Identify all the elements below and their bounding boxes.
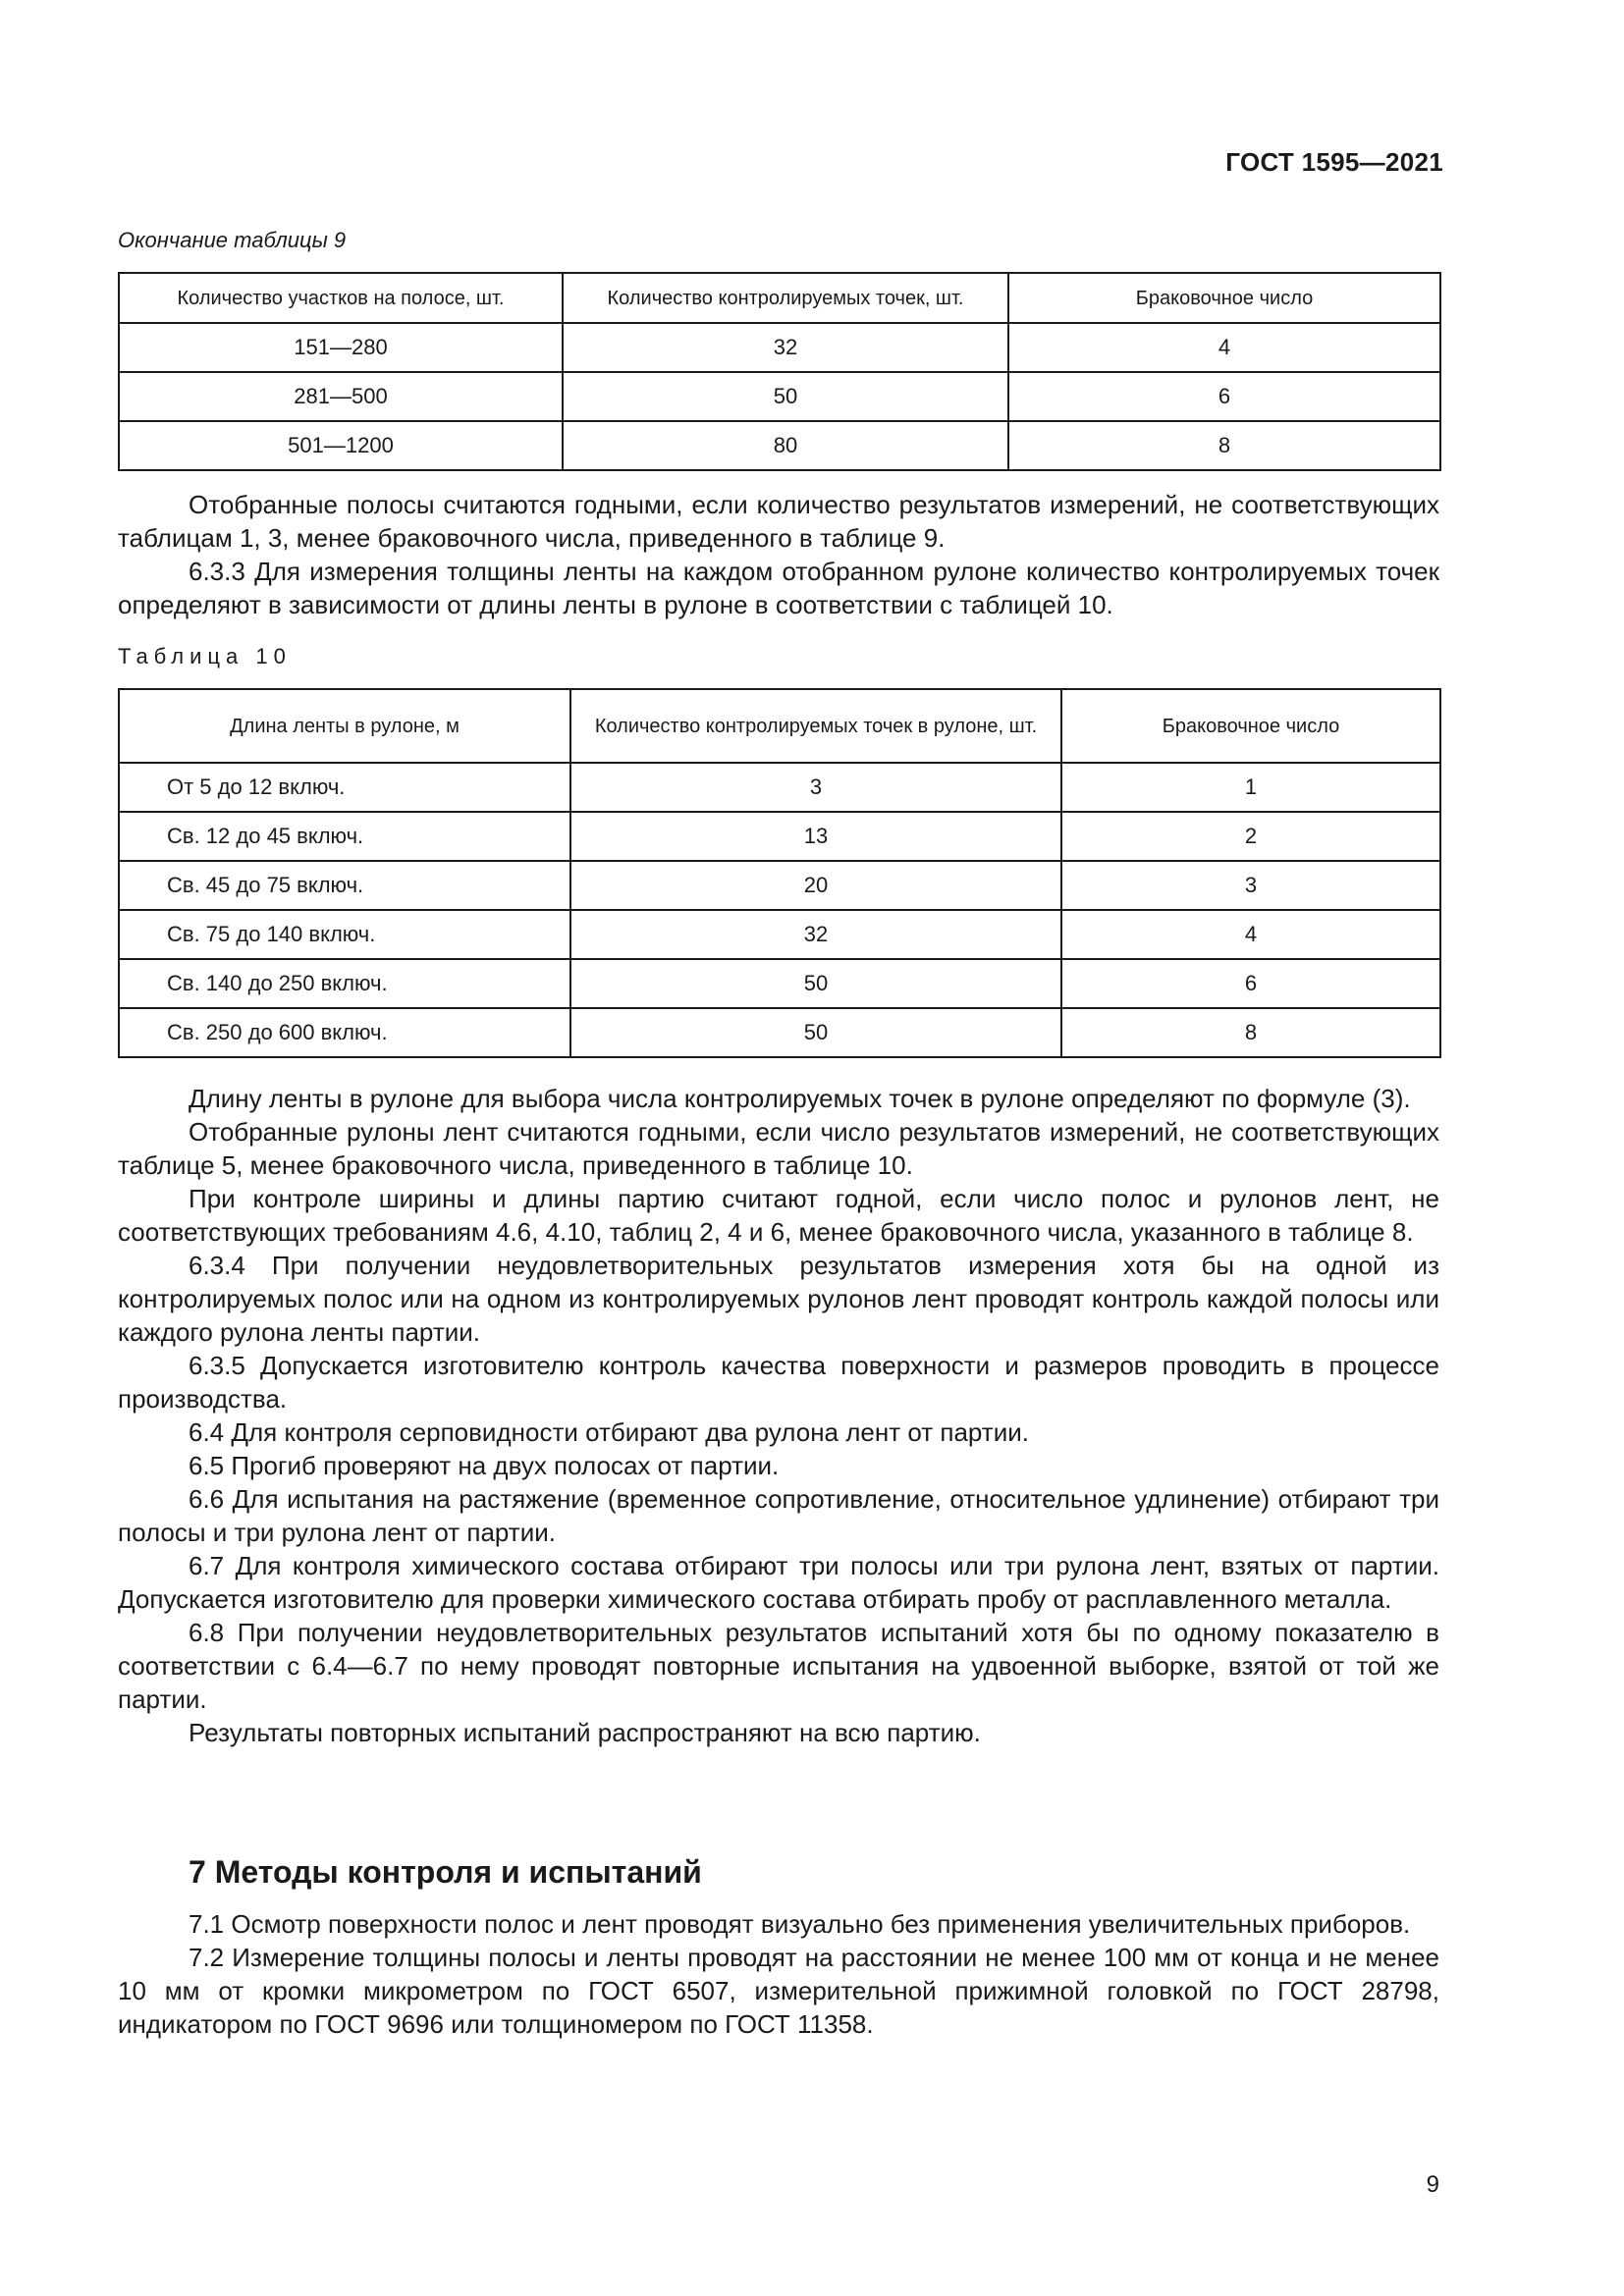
paragraph-6-7: 6.7 Для контроля химического состава отбирают три полосы или три рулона лент, взятых от партии. Допускается изготовителю для проверки химического состава отбирать пробу от расплавленного металла. (118, 1551, 1439, 1614)
table-header-row (119, 273, 1440, 323)
table-cell: 3 (570, 763, 1061, 812)
table10-header-reject: Браковочное число (1061, 689, 1440, 763)
table-cell: 4 (1061, 910, 1440, 959)
paragraph-6-8: 6.8 При получении неудовлетворительных результатов испытаний хотя бы по одному показателю в соответствии с 6.4—6.7 по нему проводят повторные испытания на удвоенной выборке, взятой от той же партии. (118, 1618, 1439, 1714)
table-cell: 80 (563, 421, 1008, 470)
table-cell: 20 (570, 861, 1061, 910)
paragraph-6-3-5: 6.3.5 Допускается изготовителю контроль качества поверхности и размеров проводить в процессе производства. (118, 1351, 1439, 1414)
table-cell: 501—1200 (119, 421, 563, 470)
table9-header-points: Количество контролируемых точек, шт. (563, 273, 1008, 323)
table-cell: 2 (1061, 812, 1440, 861)
table-cell: 3 (1061, 861, 1440, 910)
paragraph-6-3-4: 6.3.4 При получении неудовлетворительных результатов измерения хотя бы на одной из контролируемых полос или на одном из контролируемых рулонов лент проводят контроль каждой полосы или каждого рулона ленты партии. (118, 1251, 1439, 1347)
table10-header-length: Длина ленты в рулоне, м (119, 689, 570, 763)
table9-header-reject: Браковочное число (1008, 273, 1440, 323)
section-7-title: 7 Методы контроля и испытаний (189, 1854, 702, 1890)
paragraph-6-3-3: 6.3.3 Для измерения толщины ленты на каждом отобранном рулоне количество контролируемых точек определяют в зависимости от длины ленты в рулоне в соответствии с таблицей 10. (118, 557, 1439, 619)
table-cell: Св. 75 до 140 включ. (119, 910, 570, 959)
table-header-row (119, 689, 1440, 763)
page-number: 9 (1426, 2171, 1439, 2198)
table-row (119, 812, 1440, 861)
table-cell: 32 (563, 323, 1008, 372)
document-code: ГОСТ 1595—2021 (1225, 147, 1443, 177)
table-cell: 8 (1061, 1008, 1440, 1057)
table-cell: 32 (570, 910, 1061, 959)
paragraph-7-1: 7.1 Осмотр поверхности полос и лент проводят визуально без применения увеличительных приборов. (189, 1909, 1411, 1939)
table-cell: 50 (570, 959, 1061, 1008)
table-cell: 8 (1008, 421, 1440, 470)
paragraph-6-5: 6.5 Прогиб проверяют на двух полосах от партии. (189, 1451, 780, 1480)
table-cell: От 5 до 12 включ. (119, 763, 570, 812)
table10-caption: Таблица 10 (118, 644, 292, 668)
paragraph-6-6: 6.6 Для испытания на растяжение (временное сопротивление, относительное удлинение) отбирают три полосы и три рулона лент от партии. (118, 1484, 1439, 1547)
table-cell: 4 (1008, 323, 1440, 372)
text-block-after-table10 (118, 1082, 1439, 1749)
paragraph-6-4: 6.4 Для контроля серповидности отбирают два рулона лент от партии. (189, 1417, 1029, 1447)
text-block-section7 (118, 1907, 1439, 2041)
paragraph: Отобранные полосы считаются годными, если количество результатов измерений, не соответствующих таблицам 1, 3, менее браковочного числа, приведенного в таблице 9. (118, 490, 1439, 553)
table-cell: 50 (570, 1008, 1061, 1057)
paragraph: Результаты повторных испытаний распространяют на всю партию. (189, 1718, 981, 1747)
table-row (119, 959, 1440, 1008)
table-cell: 1 (1061, 763, 1440, 812)
table-row (119, 323, 1440, 372)
paragraph: При контроле ширины и длины партию считают годной, если число полос и рулонов лент, не соответствующих требованиям 4.6, 4.10, таблиц 2, 4 и 6, менее браковочного числа, указанного в таблице 8. (118, 1184, 1439, 1247)
paragraph: Отобранные рулоны лент считаются годными, если число результатов измерений, не соответствующих таблице 5, менее браковочного числа, приведенного в таблице 10. (118, 1117, 1439, 1180)
table-row (119, 372, 1440, 421)
table10-header-points: Количество контролируемых точек в рулоне, шт. (570, 689, 1061, 763)
table-cell: Св. 140 до 250 включ. (119, 959, 570, 1008)
table-cell: 13 (570, 812, 1061, 861)
table-row (119, 1008, 1440, 1057)
table-cell: 6 (1061, 959, 1440, 1008)
table9-header-sections: Количество участков на полосе, шт. (119, 273, 563, 323)
table-cell: 151—280 (119, 323, 563, 372)
table-row (119, 910, 1440, 959)
table-cell: Св. 12 до 45 включ. (119, 812, 570, 861)
table-cell: Св. 250 до 600 включ. (119, 1008, 570, 1057)
paragraph-7-2: 7.2 Измерение толщины полосы и ленты проводят на расстоянии не менее 100 мм от конца и не менее 10 мм от кромки микрометром по ГОСТ 6507, измерительной прижимной головкой по ГОСТ 28798, индикатором по ГОСТ 9696 или толщиномером по ГОСТ 11358. (118, 1943, 1439, 2039)
text-block-after-table9 (118, 488, 1439, 621)
table-9 (118, 272, 1441, 471)
table-cell: 6 (1008, 372, 1440, 421)
table-10 (118, 688, 1441, 1058)
table-row (119, 763, 1440, 812)
table9-caption: Окончание таблицы 9 (118, 228, 347, 252)
table-cell: Св. 45 до 75 включ. (119, 861, 570, 910)
paragraph: Длину ленты в рулоне для выбора числа контролируемых точек в рулоне определяют по формуле (3). (189, 1084, 1411, 1113)
table-cell: 281—500 (119, 372, 563, 421)
table-row (119, 421, 1440, 470)
table-cell: 50 (563, 372, 1008, 421)
table-row (119, 861, 1440, 910)
